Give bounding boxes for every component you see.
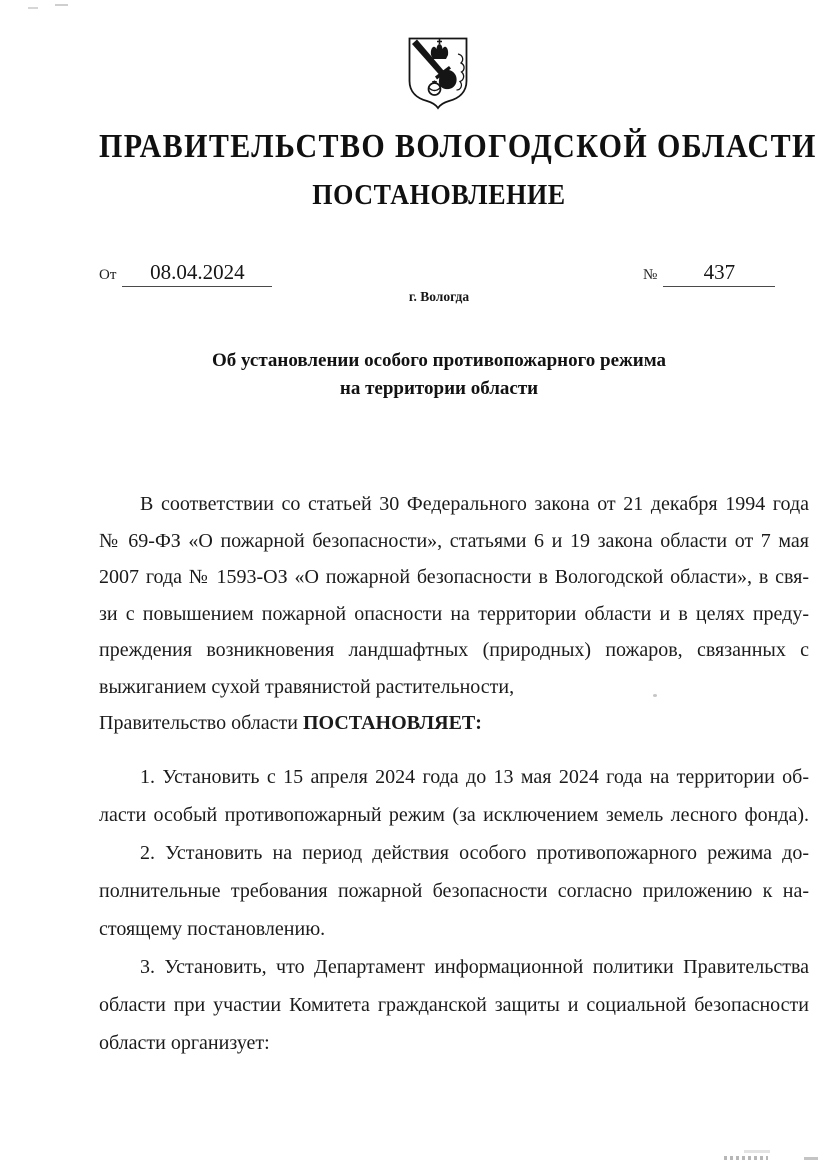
date-value: 08.04.2024 [122, 260, 272, 287]
scan-artifact [28, 7, 38, 9]
text-line: 2. Установить на период действия особого противопожарного режима до- [140, 842, 809, 864]
text-line: 1. Установить с 15 апреля 2024 года до 13 мая 2024 года на территории об- [140, 766, 809, 788]
scan-artifact [804, 1157, 818, 1160]
text-line: зи с повышением пожарной опасности на территории области и в целях преду- [99, 602, 809, 625]
text-line: стоящему постановлению. [99, 918, 326, 940]
resolve-line [99, 705, 809, 742]
doc-subject-title [99, 347, 779, 402]
preamble-paragraph [99, 486, 809, 742]
text-line: № 69-ФЗ «О пожарной безопасности», статьями 6 и 19 закона области от 7 мая [99, 529, 809, 552]
city-label: г. Вологда [408, 289, 470, 304]
resolution-items [99, 758, 809, 1062]
text-line: полнительные требования пожарной безопасности согласно приложению к на- [99, 880, 809, 902]
text-line: 3. Установить, что Департамент информационной политики Правительства [140, 956, 809, 978]
date-label: От [99, 267, 117, 283]
doc-subject-line: Об установлении особого противопожарного режима [211, 350, 667, 371]
text-line: В соответствии со статьей 30 Федерального закона от 21 декабря 1994 года [140, 493, 809, 515]
coat-of-arms-icon [406, 36, 470, 110]
doc-number-group [643, 260, 775, 292]
scan-artifact [55, 4, 68, 6]
text-line: ласти особый противопожарный режим (за исключением земель лесного фонда). [99, 804, 809, 826]
resolve-keyword: ПОСТАНОВЛЯЕТ: [302, 712, 482, 734]
text-line: преждения возникновения ландшафтных (природных) пожаров, связанных с [99, 639, 809, 661]
scan-artifact [724, 1156, 768, 1160]
text-line: выжиганием сухой травянистой растительности, [99, 675, 515, 698]
resolve-prefix: Правительство области [99, 712, 303, 734]
number-value: 437 [663, 260, 775, 287]
text-line: области при участии Комитета гражданской защиты и социальной безопасности [99, 994, 809, 1016]
text-line: 2007 года № 1593-ОЗ «О пожарной безопасности в Вологодской области», в свя- [99, 566, 809, 588]
scan-artifact [744, 1150, 770, 1153]
doc-date-group [99, 260, 272, 292]
coat-of-arms-vologda-oblast [406, 36, 470, 110]
doc-type-title: ПОСТАНОВЛЕНИЕ [312, 179, 566, 211]
org-name: ПРАВИТЕЛЬСТВО ВОЛОГОДСКОЙ ОБЛАСТИ [99, 128, 817, 165]
number-label: № [643, 267, 658, 283]
text-line: области организует: [99, 1032, 270, 1054]
doc-subject-line: на территории области [339, 377, 539, 399]
